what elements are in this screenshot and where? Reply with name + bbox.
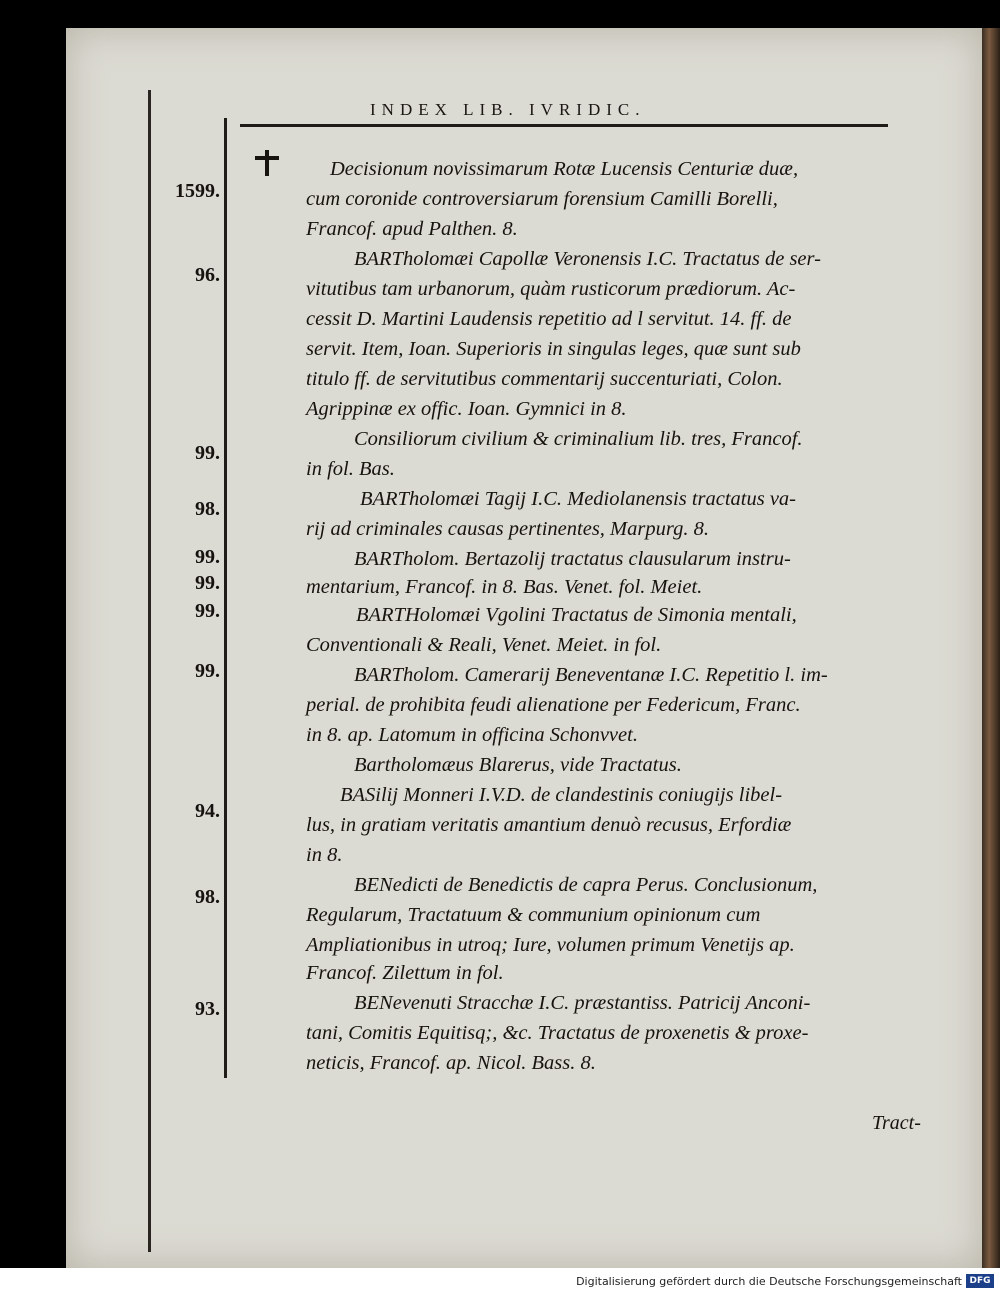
entry-line: perial. de prohibita feudi alienatione per Federicum, Franc.	[306, 694, 801, 716]
entry-line: BASilij Monneri I.V.D. de clandestinis coniugijs libel-	[340, 784, 783, 806]
entry-line: Bartholomæus Blarerus, vide Tractatus.	[354, 754, 682, 776]
year-note: 99.	[195, 442, 220, 464]
entry-line: BARTholom. Camerarij Beneventanæ I.C. Repetitio l. im-	[354, 664, 828, 686]
year-note: 98.	[195, 886, 220, 908]
entry-line: BARTHolomæi Vgolini Tractatus de Simonia mentali,	[356, 604, 797, 626]
entry-line: neticis, Francof. ap. Nicol. Bass. 8.	[306, 1052, 596, 1074]
header-rule	[240, 124, 888, 127]
entry-line: BARTholomæi Tagij I.C. Mediolanensis tractatus va-	[360, 488, 797, 510]
funding-note: Digitalisierung gefördert durch die Deutsche Forschungsgemeinschaft	[576, 1275, 962, 1288]
entry-line: in fol. Bas.	[306, 458, 395, 480]
running-head: INDEX LIB. IVRIDIC.	[370, 100, 646, 119]
dfg-logo: DFG	[966, 1274, 994, 1288]
year-note: 1599.	[175, 180, 220, 202]
year-note: 93.	[195, 998, 220, 1020]
year-note: 96.	[195, 264, 220, 286]
year-note: 99.	[195, 600, 220, 622]
margin-rule-inner	[224, 118, 227, 1078]
entry-line: Conventionali & Reali, Venet. Meiet. in fol.	[306, 634, 662, 656]
entry-line: Consiliorum civilium & criminalium lib. tres, Francof.	[354, 428, 803, 450]
entry-line: Decisionum novissimarum Rotæ Lucensis Centuriæ duæ,	[330, 158, 799, 180]
entry-line: cum coronide controversiarum forensium Camilli Borelli,	[306, 188, 778, 210]
entry-line: BARTholomæi Capollæ Veronensis I.C. Tractatus de ser-	[354, 248, 821, 270]
entry-line: rij ad criminales causas pertinentes, Marpurg. 8.	[306, 518, 709, 540]
entry-line: Francof. apud Palthen. 8.	[306, 218, 518, 240]
cross-icon	[252, 148, 282, 178]
entry-line: mentarium, Francof. in 8. Bas. Venet. fol. Meiet.	[306, 576, 703, 598]
entry-line: in 8. ap. Latomum in officina Schonvvet.	[306, 724, 638, 746]
entry-line: Agrippinæ ex offic. Ioan. Gymnici in 8.	[306, 398, 627, 420]
entry-line: in 8.	[306, 844, 343, 866]
entry-line: vitutibus tam urbanorum, quàm rusticorum prædiorum. Ac-	[306, 278, 796, 300]
year-note: 99.	[195, 572, 220, 594]
entry-line: titulo ff. de servitutibus commentarij succenturiati, Colon.	[306, 368, 783, 390]
entry-line: servit. Item, Ioan. Superioris in singulas leges, quæ sunt sub	[306, 338, 801, 360]
entry-line: BENevenuti Stracchæ I.C. præstantiss. Patricij Anconi-	[354, 992, 811, 1014]
entry-line: lus, in gratiam veritatis amantium denuò recusus, Erfordiæ	[306, 814, 792, 836]
entry-line: BENedicti de Benedictis de capra Perus. Conclusionum,	[354, 874, 818, 896]
entry-line: tani, Comitis Equitisq;, &c. Tractatus de proxenetis & proxe-	[306, 1022, 809, 1044]
year-note: 94.	[195, 800, 220, 822]
page-edge	[982, 28, 1000, 1268]
catchword: Tract-	[872, 1112, 921, 1134]
entry-line: Francof. Zilettum in fol.	[306, 962, 504, 984]
entry-line: BARTholom. Bertazolij tractatus clausularum instru-	[354, 548, 791, 570]
entry-line: Regularum, Tractatuum & communium opinionum cum	[306, 904, 761, 926]
footer-bar	[0, 1268, 1000, 1295]
year-note: 99.	[195, 546, 220, 568]
year-note: 98.	[195, 498, 220, 520]
entry-line: Ampliationibus in utroq; Iure, volumen primum Venetijs ap.	[306, 934, 795, 956]
year-note: 99.	[195, 660, 220, 682]
entry-line: cessit D. Martini Laudensis repetitio ad l servitut. 14. ff. de	[306, 308, 792, 330]
